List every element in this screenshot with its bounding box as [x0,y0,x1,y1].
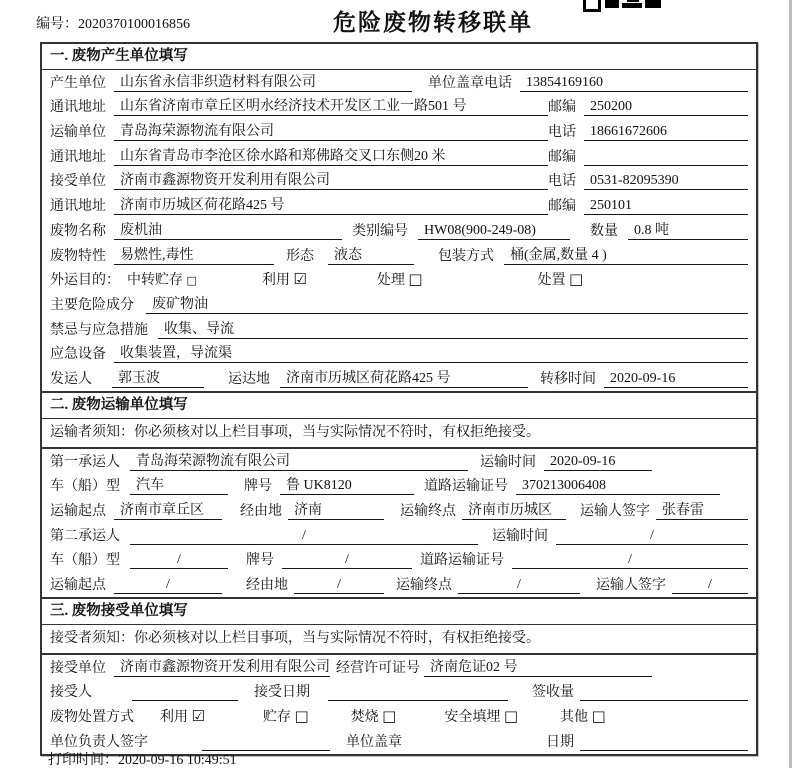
producer-unit-value: 山东省永信非织造材料有限公司 [114,71,412,92]
receiver-phone-value: 0531-82095390 [584,173,748,190]
waste-name-value: 废机油 [114,219,342,240]
carrier-signature-2-value: / [672,577,748,594]
print-time-label: 打印时间： [48,753,118,768]
category-code-value: HW08(900-249-08) [418,223,570,240]
transporter-postcode-value [584,149,748,166]
transporter-notice: 运输者须知：你必须核对以上栏目事项，当与实际情况不符时，有权拒绝接受。 [42,419,756,449]
disposal-method-label: 废物处置方式 [50,710,134,726]
transport-time-label: 运输时间 [492,528,548,544]
phone-label: 电话 [484,75,512,91]
clipped-glyph-box [583,0,601,12]
carrier-signature-value: 张春雷 [656,499,748,520]
section3-header: 三. 废物接受单位填写 [42,597,756,625]
second-carrier-value: / [130,528,478,545]
first-carrier-row [42,449,756,474]
received-quantity-value [580,684,748,701]
option-label: 利用 [261,273,290,289]
clipped-glyph-bar [627,0,639,2]
transporter-unit-row [42,119,756,144]
form-state-value: 液态 [328,244,414,265]
origin-label: 运输起点 [50,504,106,519]
purpose-option-transit-storage [127,269,197,289]
clipped-glyph-bar [605,0,619,8]
producer-unit-row [42,70,756,95]
purpose-option-dispose [538,269,584,289]
quantity-value: 0.8 吨 [628,219,748,240]
disposal-method-row [42,704,756,729]
accepting-unit-row [42,655,756,680]
option-label: 处理 [376,273,405,289]
vehicle-type-label: 车（船）型 [50,479,120,495]
document-number-label: 编号： [36,17,78,32]
origin-value: 济南市章丘区 [114,499,222,520]
second-carrier-row [42,523,756,548]
option-label: 贮存 [262,710,291,726]
option-label: 安全填埋 [444,710,501,726]
clipped-glyph-bar [645,0,661,8]
producer-phone-value: 13854169160 [520,75,748,92]
page-title: 危险废物转移联单 [333,10,533,35]
disposal-option-incinerate [351,706,397,726]
disposal-option-utilize [160,706,205,726]
origin-label: 运输起点 [50,578,106,594]
hazard-component-label: 主要危险成分 [50,297,134,313]
emergency-measures-value: 收集、导流 [158,318,748,339]
transporter-address-row [42,144,756,169]
vehicle-type-2-value: / [130,552,228,569]
via-2-value: / [294,577,384,594]
transfer-time-label: 转移时间 [540,371,596,387]
license-value: 济南危证02 号 [424,656,652,677]
plate-value: 鲁 UK8120 [280,474,414,495]
checkbox-unchecked-icon: □ [186,274,197,288]
category-code-label: 类别编号 [352,223,408,239]
vehicle-type-value: 汽车 [130,474,228,495]
transfer-time-value: 2020-09-16 [604,371,748,388]
option-label: 中转贮存 [127,273,183,289]
option-label: 焚烧 [350,710,379,726]
accepting-unit-label: 接受单位 [50,660,106,676]
producer-postcode-value: 250200 [584,99,748,116]
plate-label: 牌号 [246,553,274,569]
carrier-signature-label: 运输人签字 [596,578,666,594]
receiver-postcode-value: 250101 [584,198,748,215]
via-label: 经由地 [246,578,288,594]
road-permit-2-value: / [512,552,748,569]
receiver-address-value: 济南市历城区荷花路425 号 [114,194,548,215]
transport-time-value: 2020-09-16 [544,454,652,471]
checkbox-unchecked-icon: □ [503,707,519,726]
checkbox-unchecked-icon: □ [382,707,397,726]
emergency-measures-row [42,317,756,342]
manifest-form-table [40,42,758,756]
responsible-signature-label: 单位负责人签字 [50,734,148,750]
clipped-glyph-bar [622,3,642,8]
section2-header: 二. 废物运输单位填写 [42,391,756,419]
section1-header: 一. 废物产生单位填写 [42,44,756,70]
transporter-unit-label: 运输单位 [50,125,106,141]
address-label: 通讯地址 [50,149,106,165]
transport-time-2-value: / [556,528,748,545]
route-row-1 [42,498,756,523]
date-value [580,734,748,751]
shipper-label: 发运人 [50,371,92,387]
carrier-signature-label: 运输人签字 [580,504,650,519]
disposal-option-landfill [444,706,518,726]
received-quantity-label: 签收量 [532,685,574,701]
phone-label: 电话 [548,174,576,190]
first-carrier-value: 青岛海荣源物流有限公司 [130,450,468,471]
vehicle-type-label: 车（船）型 [50,553,120,569]
receiver-notice: 接受者须知：你必须核对以上栏目事项，当与实际情况不符时，有权拒绝接受。 [42,625,756,655]
producer-address-row [42,95,756,120]
vehicle-row-1 [42,474,756,499]
postcode-label: 邮编 [548,149,576,165]
receiver-unit-row [42,169,756,194]
accepting-unit-value: 济南市鑫源物资开发利用有限公司 [114,656,330,677]
acceptor-label: 接受人 [50,685,92,701]
via-label: 经由地 [240,504,282,519]
destination-value: 济南市历城区荷花路425 号 [280,367,528,388]
second-carrier-label: 第二承运人 [50,528,120,544]
postcode-label: 邮编 [548,100,576,116]
road-permit-label: 道路运输证号 [420,553,504,569]
document-number [36,13,190,33]
checkbox-unchecked-icon: □ [294,707,309,726]
transport-time-label: 运输时间 [480,454,536,470]
packaging-value: 桶(金属,数量 4 ) [504,244,748,265]
origin-2-value: / [114,577,222,594]
route-row-2 [42,572,756,597]
postcode-label: 邮编 [548,199,576,215]
clipped-stamp-fragment [583,0,665,10]
waste-name-row [42,218,756,243]
accept-date-label: 接受日期 [254,685,310,701]
transfer-purpose-label: 外运目的： [50,273,120,289]
unit-seal-label: 单位盖章 [428,75,484,91]
hazard-component-row [42,292,756,317]
option-label: 处置 [537,273,566,289]
via-value: 济南 [288,499,384,520]
hazard-component-value: 废矿物油 [146,293,748,314]
option-label: 利用 [160,710,188,726]
road-permit-value: 370213006408 [516,478,720,495]
disposal-option-store [263,706,309,726]
print-time-value: 2020-09-16 10:49:51 [118,753,237,768]
acceptor-value [132,684,238,701]
disposal-option-other [560,706,606,726]
purpose-option-utilize [262,269,307,289]
acceptor-row [42,680,756,705]
emergency-equipment-label: 应急设备 [50,347,106,363]
endpoint-label: 运输终点 [396,578,452,594]
road-permit-label: 道路运输证号 [424,479,508,495]
purpose-option-treat [377,269,423,289]
shipper-row [42,366,756,391]
page-right-edge-divider [789,0,792,768]
transfer-purpose-row [42,268,756,293]
plate-2-value: / [282,552,412,569]
option-label: 其他 [560,710,589,726]
plate-label: 牌号 [244,479,272,495]
shipper-value: 郭玉波 [112,367,204,388]
unit-seal-label: 单位盖章 [346,734,402,750]
waste-name-label: 废物名称 [50,223,106,239]
receiver-unit-value: 济南市鑫源物资开发利用有限公司 [114,169,548,190]
emergency-equipment-row [42,342,756,367]
receiver-address-row [42,193,756,218]
endpoint-label: 运输终点 [400,504,456,519]
receiver-unit-label: 接受单位 [50,174,106,190]
emergency-measures-label: 禁忌与应急措施 [50,322,148,338]
form-state-label: 形态 [286,248,314,264]
producer-address-value: 山东省济南市章丘区明水经济技术开发区工业一路501 号 [114,95,548,116]
waste-property-value: 易燃性,毒性 [114,244,274,265]
accept-date-value [328,684,508,701]
first-carrier-label: 第一承运人 [50,454,120,470]
endpoint-2-value: / [458,577,580,594]
vehicle-row-2 [42,548,756,573]
endpoint-value: 济南市历城区 [462,499,566,520]
quantity-label: 数量 [590,223,618,239]
destination-label: 运达地 [228,371,270,387]
phone-label: 电话 [548,125,576,141]
checkbox-checked-icon: ☑ [293,270,307,289]
packaging-label: 包装方式 [438,248,494,264]
waste-property-label: 废物特性 [50,248,106,264]
print-time [48,749,237,769]
address-label: 通讯地址 [50,199,106,215]
transporter-unit-value: 青岛海荣源物流有限公司 [114,120,548,141]
emergency-equipment-value: 收集装置，导流渠 [114,342,748,363]
checkbox-unchecked-icon: □ [408,270,423,289]
producer-unit-label: 产生单位 [50,75,106,91]
license-label: 经营许可证号 [336,660,420,676]
checkbox-unchecked-icon: □ [569,270,584,289]
waste-property-row [42,243,756,268]
transporter-phone-value: 18661672606 [584,124,748,141]
address-label: 通讯地址 [50,100,106,116]
checkbox-unchecked-icon: □ [591,707,606,726]
document-number-value: 2020370100016856 [78,17,190,32]
date-label: 日期 [546,734,574,750]
checkbox-checked-icon: ☑ [191,707,205,726]
transporter-address-value: 山东省青岛市李沧区徐水路和郑佛路交叉口东侧20 米 [114,145,548,166]
